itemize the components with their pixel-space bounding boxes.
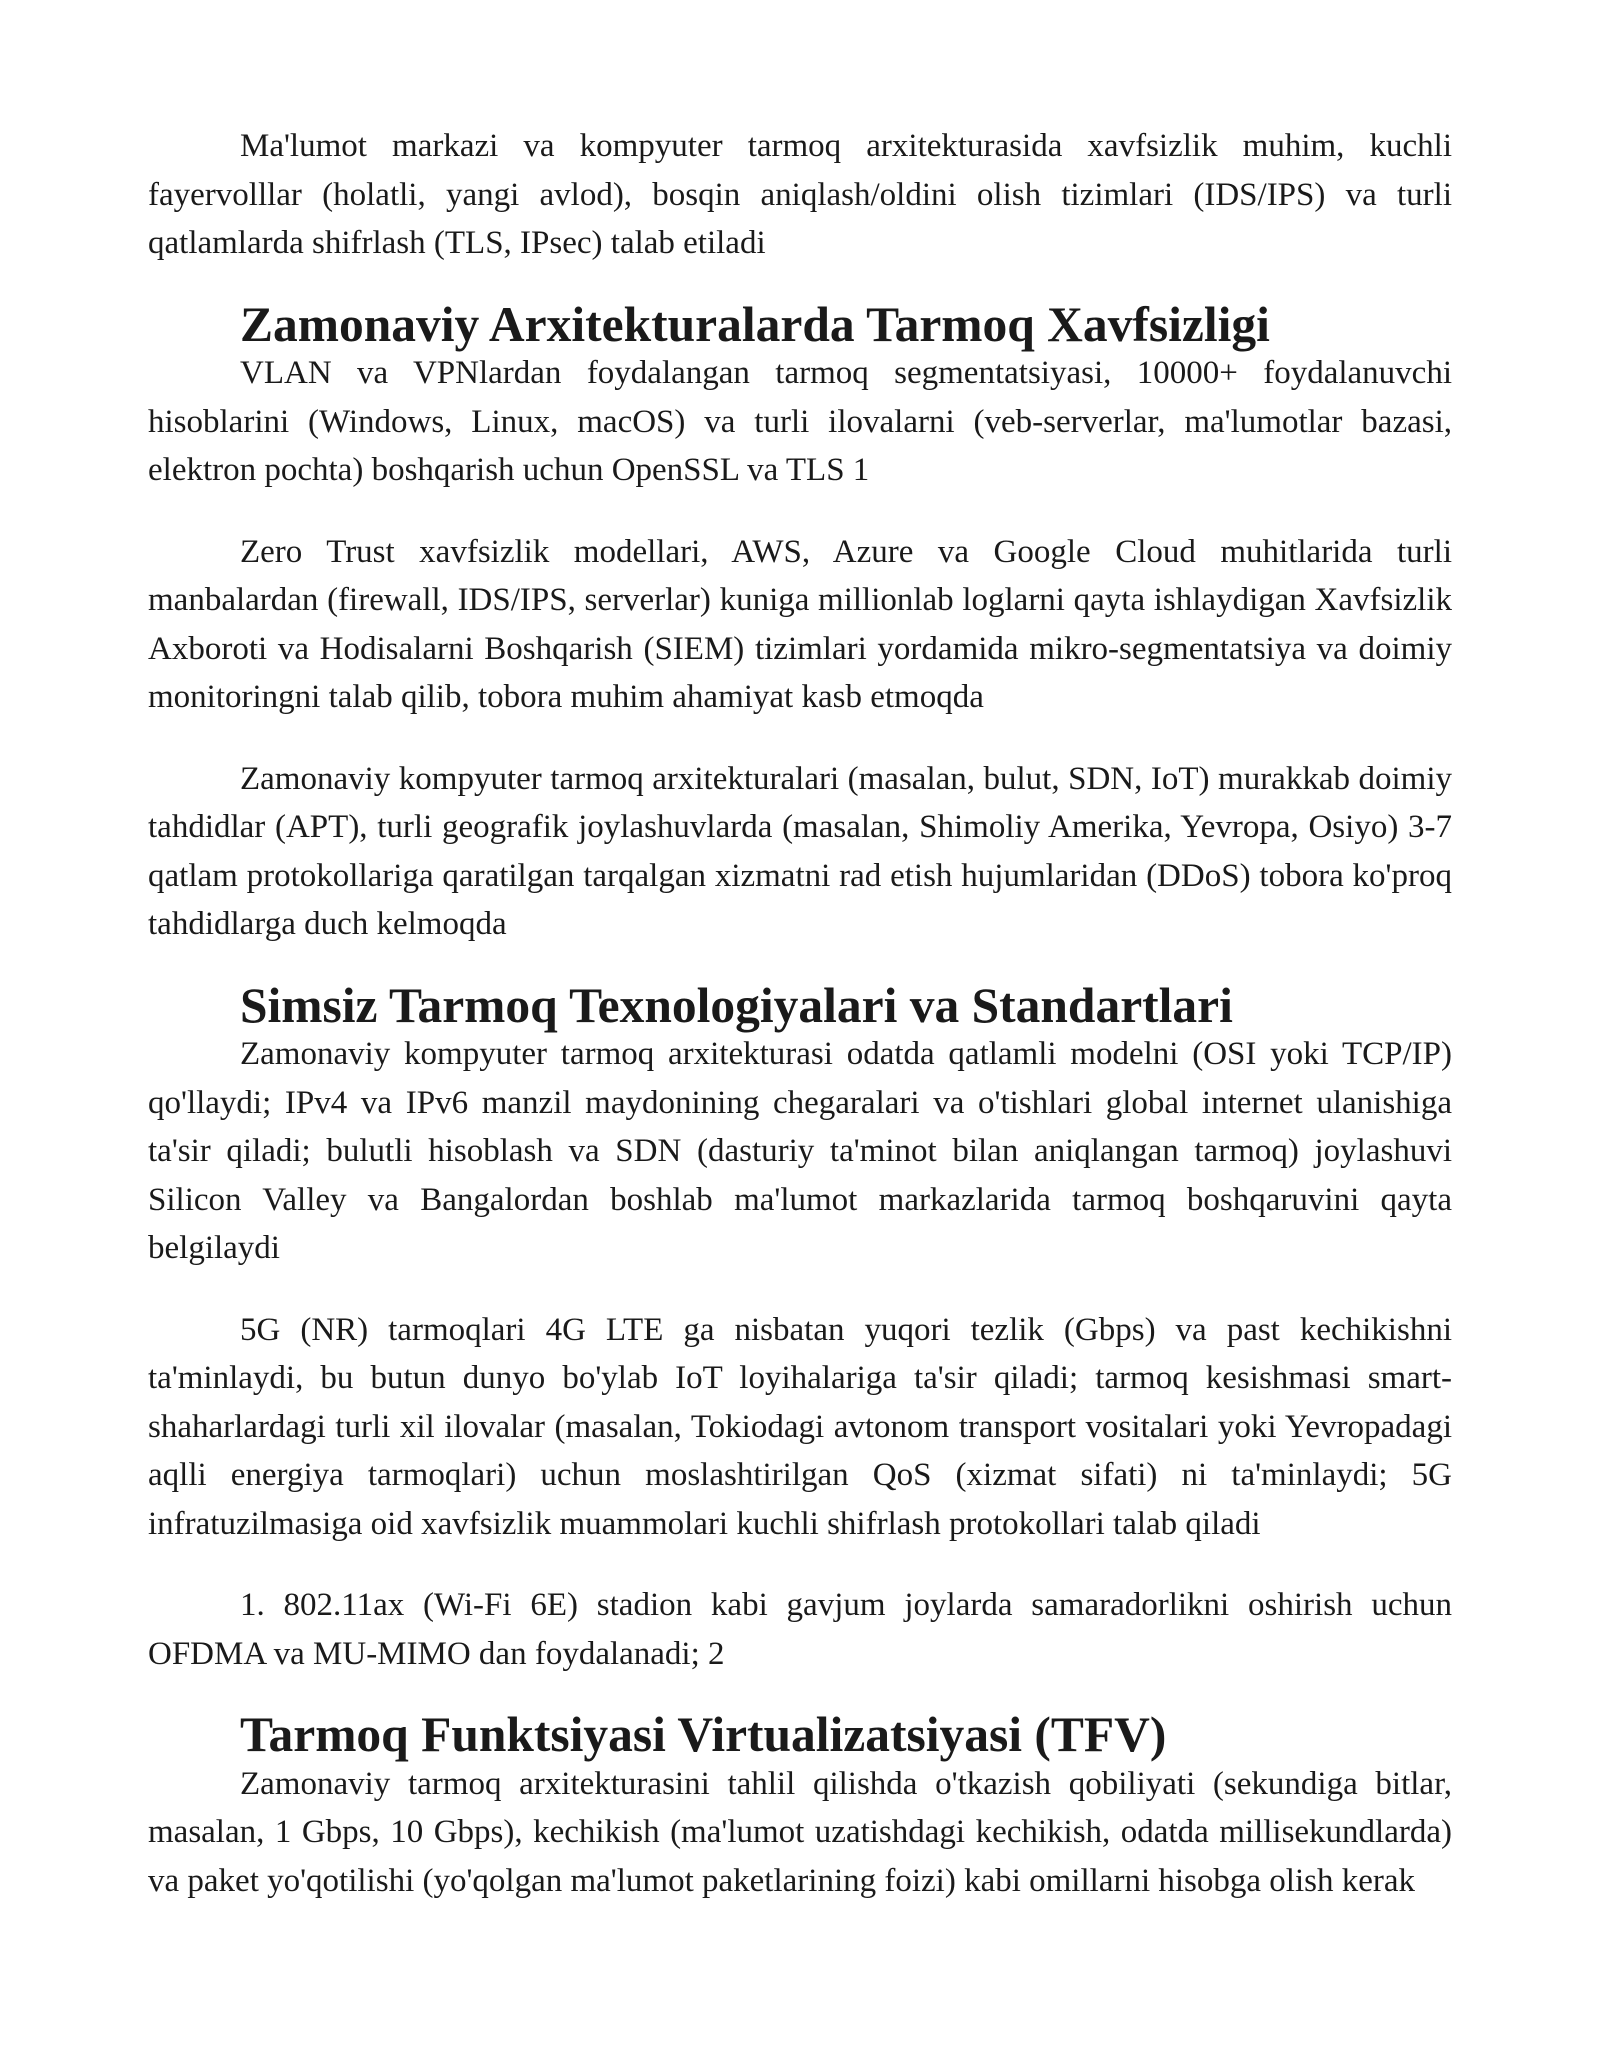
paragraph-5g: 5G (NR) tarmoqlari 4G LTE ga nisbatan yuqori tezlik (Gbps) va past kechikishni ta'minlaydi, bu butun dunyo bo'ylab IoT loyihalariga ta'sir qiladi; tarmoq kesishmasi smart-shaharlardagi turli xil ilovalar (masalan, Tokiodagi avtonom transport vositalari yoki Yevropadagi aqlli energiya tarmoqlari) uchun moslashtirilgan QoS (xizmat sifati) ni ta'minlaydi; 5G infratuzilmasiga oid xavfsizlik muammolari kuchli shifrlash protokollari talab qiladi <box>148 1311 1452 1542</box>
paragraph-threats: Zamonaviy kompyuter tarmoq arxitekturalari (masalan, bulut, SDN, IoT) murakkab doimiy tahdidlar (APT), turli geografik joylashuvlarda (masalan, Shimoliy Amerika, Yevropa, Osiyo) 3-7 qatlam protokollariga qaratilgan tarqalgan xizmatni rad etish hujumlaridan (DDoS) tobora ko'proq tahdidlarga duch kelmoqda <box>148 760 1452 942</box>
paragraph-segmentation: VLAN va VPNlardan foydalangan tarmoq segmentatsiyasi, 10000+ foydalanuvchi hisoblarini (Windows, Linux, macOS) va turli ilovalarni (veb-serverlar, ma'lumotlar bazasi, elektron pochta) boshqarish uchun OpenSSL va TLS 1 <box>148 355 1452 488</box>
paragraph-zero-trust: Zero Trust xavfsizlik modellari, AWS, Azure va Google Cloud muhitlarida turli manbalardan (firewall, IDS/IPS, serverlar) kuniga millionlab loglarni qayta ishlaydigan Xavfsizlik Axboroti va Hodisalarni Boshqarish (SIEM) tizimlari yordamida mikro-segmentatsiya va doimiy monitoringni talab qilib, tobora muhim ahamiyat kasb etmoqda <box>148 533 1452 715</box>
paragraph-wifi6e: 1. 802.11ax (Wi-Fi 6E) stadion kabi gavjum joylarda samaradorlikni oshirish uchun OFDMA va MU-MIMO dan foydalanadi; 2 <box>148 1587 1452 1672</box>
heading-wireless-standards: Simsiz Tarmoq Texnologiyalari va Standartlari <box>240 977 1233 1033</box>
paragraph-layered-model: Zamonaviy kompyuter tarmoq arxitekturasi odatda qatlamli modelni (OSI yoki TCP/IP) qo'llaydi; IPv4 va IPv6 manzil maydonining chegaralari va o'tishlari global internet ulanishiga ta'sir qiladi; bulutli hisoblash va SDN (dasturiy ta'minot bilan aniqlangan tarmoq) joylashuvi Silicon Valley va Bangalordan boshlab ma'lumot markazlarida tarmoq boshqaruvini qayta belgilaydi <box>148 1036 1452 1266</box>
heading-network-security: Zamonaviy Arxitekturalarda Tarmoq Xavfsizligi <box>240 296 1270 352</box>
document-page <box>148 122 1452 1905</box>
heading-nfv: Tarmoq Funktsiyasi Virtualizatsiyasi (TFV) <box>240 1707 1167 1762</box>
paragraph-performance-metrics: Zamonaviy tarmoq arxitekturasini tahlil qilishda o'tkazish qobiliyati (sekundiga bitlar, masalan, 1 Gbps, 10 Gbps), kechikish (ma'lumot uzatishdagi kechikish, odatda millisekundlarda) va paket yo'qotilishi (yo'qolgan ma'lumot paketlarining foizi) kabi omillarni hisobga olish kerak <box>148 1765 1452 1899</box>
paragraph-datacenter-security: Ma'lumot markazi va kompyuter tarmoq arxitekturasida xavfsizlik muhim, kuchli fayervolllar (holatli, yangi avlod), bosqin aniqlash/oldini olish tizimlari (IDS/IPS) va turli qatlamlarda shifrlash (TLS, IPsec) talab etiladi <box>148 128 1452 261</box>
